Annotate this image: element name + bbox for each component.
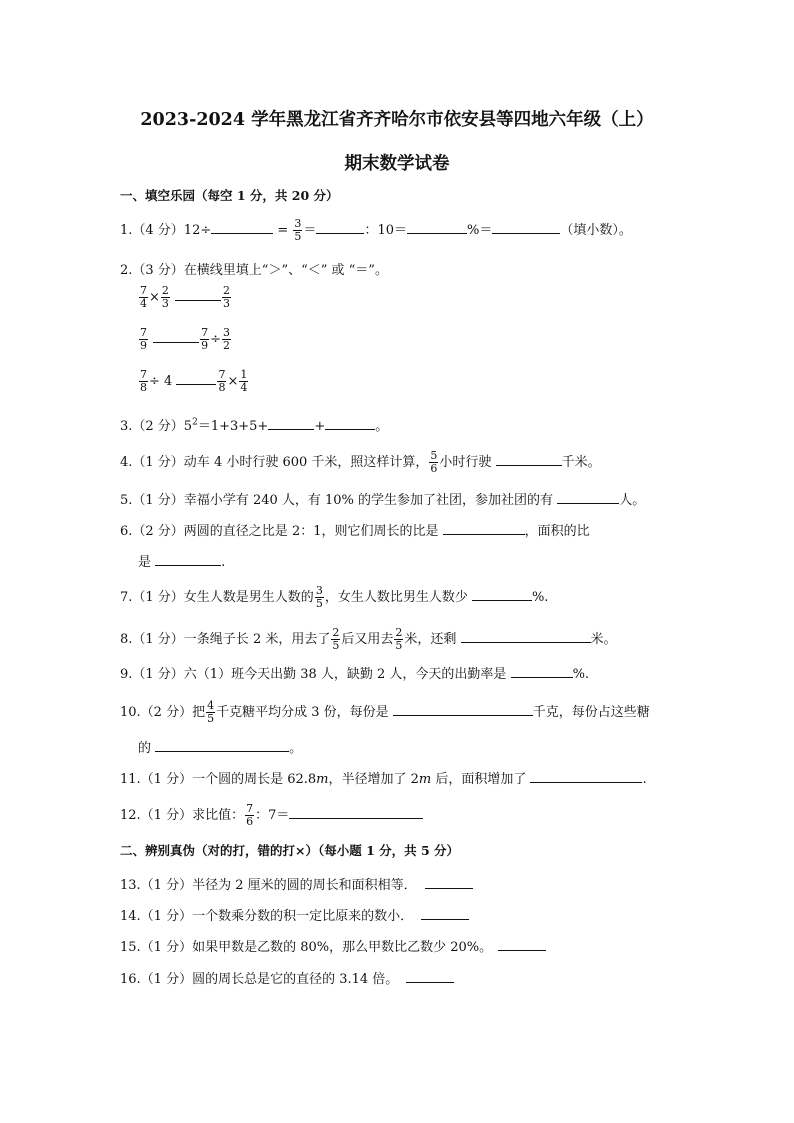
q1-prefix: 1.（4 分）12÷	[120, 223, 212, 238]
answer-blank[interactable]	[406, 968, 454, 983]
answer-blank[interactable]	[421, 905, 469, 920]
question-16: 16.（1 分）圆的周长总是它的直径的 3.14 倍。	[120, 968, 454, 987]
question-12: 12.（1 分）求比值： $\frac{7}{6}$ ：7＝	[120, 803, 423, 828]
answer-blank[interactable]	[289, 804, 423, 819]
answer-blank[interactable]	[155, 737, 289, 752]
question-13: 13.（1 分）半径为 2 厘米的圆的周长和面积相等．	[120, 874, 473, 893]
question-3: 3.（2 分）$5^2=1+3+5+$ + 。	[120, 415, 388, 434]
q1-pct: %＝	[466, 223, 493, 238]
answer-blank[interactable]	[498, 936, 546, 951]
q1-tail: （填小数）。	[560, 223, 632, 238]
fraction: $\frac{3}{5}$	[294, 217, 302, 243]
question-14: 14.（1 分）一个数乘分数的积一定比原来的数小．	[120, 905, 469, 924]
answer-blank[interactable]	[530, 768, 642, 783]
question-8: 8.（1 分）一条绳子长 2 米，用去了 $\frac{2}{5}$ 后又用去 $\frac{2}{5}$ 米，还剩 米。	[120, 626, 617, 652]
question-10-line2: 的 。	[138, 737, 302, 756]
answer-blank[interactable]	[176, 370, 216, 385]
q1-ratio: ：10＝	[364, 223, 407, 238]
answer-blank[interactable]	[153, 328, 199, 343]
answer-blank[interactable]	[461, 628, 591, 643]
page-subtitle: 期末数学试卷	[344, 154, 450, 174]
answer-blank[interactable]	[496, 451, 562, 466]
answer-blank[interactable]	[316, 219, 364, 234]
question-9: 9.（1 分）六（1）班今天出勤 38 人，缺勤 2 人，今天的出勤率是 %.	[120, 663, 589, 682]
answer-blank[interactable]	[211, 219, 273, 234]
q2-expression-2: $\frac{7}{9}$ $\frac{7}{9}$ ÷ $\frac{3}{2}$	[140, 326, 231, 352]
section-heading-2: 二、辨别真伪（对的打，错的打×）（每小题 1 分，共 5 分）	[120, 843, 460, 858]
answer-blank[interactable]	[425, 874, 473, 889]
question-2: 2.（3 分）在横线里填上“＞”、“＜” 或 “＝”。	[120, 263, 388, 278]
q2-expression-3: $\frac{7}{8}$ ÷ 4 $\frac{7}{8}$ × $\frac{1}{4}$	[140, 368, 248, 394]
answer-blank[interactable]	[175, 286, 221, 301]
answer-blank[interactable]	[393, 701, 533, 716]
question-4: 4.（1 分）动车 4 小时行驶 600 千米，照这样计算， $\frac{5}{6}$ 小时行驶 千米。	[120, 449, 601, 475]
question-6-line2: 是 .	[138, 551, 225, 570]
answer-blank[interactable]	[325, 415, 375, 430]
answer-blank[interactable]	[155, 551, 221, 566]
answer-blank[interactable]	[472, 586, 532, 601]
answer-blank[interactable]	[268, 415, 314, 430]
q2-expression-1: $\frac{7}{4}$ × $\frac{2}{3}$ $\frac{2}{3}$	[140, 284, 231, 310]
question-7: 7.（1 分）女生人数是男生人数的 $\frac{3}{5}$ ，女生人数比男生人数少 %.	[120, 584, 549, 610]
page-title: 2023-2024 学年黑龙江省齐齐哈尔市依安县等四地六年级（上）	[140, 110, 654, 130]
section-heading-1: 一、填空乐园（每空 1 分，共 20 分）	[120, 188, 339, 203]
q1-eq2: ＝	[303, 223, 317, 238]
question-6: 6.（2 分）两圆的直径之比是 2：1，则它们周长的比是 ，面积的比	[120, 520, 590, 539]
question-15: 15.（1 分）如果甲数是乙数的 80%，那么甲数比乙数少 20%。	[120, 936, 546, 955]
question-5: 5.（1 分）幸福小学有 240 人，有 10% 的学生参加了社团，参加社团的有 人。	[120, 489, 645, 508]
answer-blank[interactable]	[492, 219, 560, 234]
answer-blank[interactable]	[407, 219, 467, 234]
answer-blank[interactable]	[443, 520, 525, 535]
question-10: 10.（2 分）把 $\frac{4}{5}$ 千克糖平均分成 3 份，每份是 千克，每份占这些糖	[120, 699, 650, 725]
question-11: 11.（1 分）一个圆的周长是 62.8m，半径增加了 2m 后，面积增加了 .	[120, 768, 647, 787]
q1-eq: =	[273, 223, 293, 238]
answer-blank[interactable]	[511, 663, 573, 678]
question-1	[120, 218, 632, 243]
answer-blank[interactable]	[557, 489, 619, 504]
